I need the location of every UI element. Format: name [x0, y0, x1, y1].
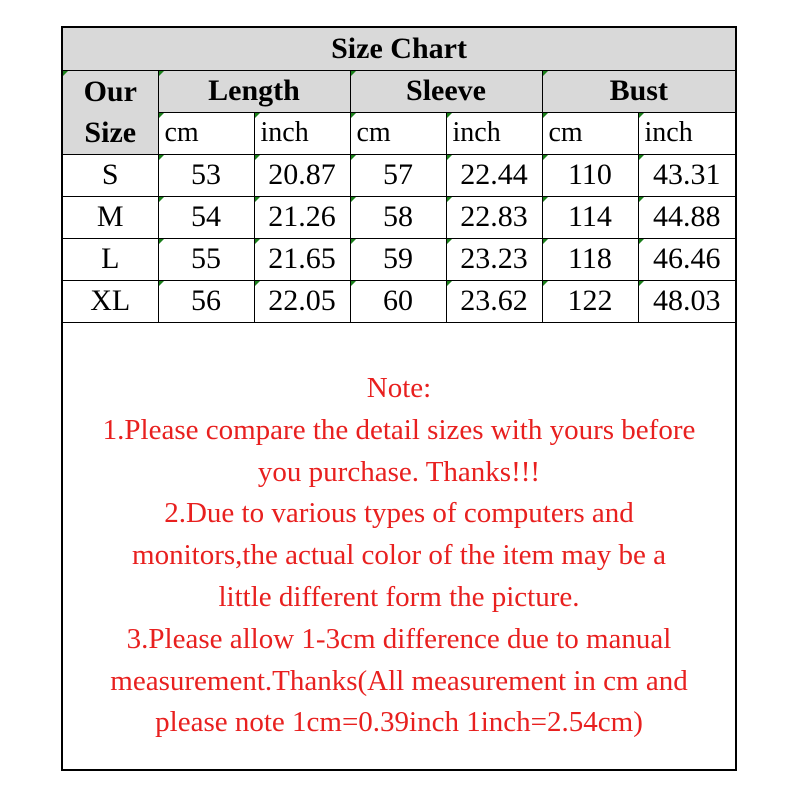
- bust-cm-cell: 118: [542, 238, 638, 280]
- sleeve-inch-cell: 22.44: [446, 154, 542, 196]
- our-size-header: [63, 70, 158, 154]
- bust-header: Bust: [542, 70, 735, 112]
- size-chart-table: [63, 28, 735, 323]
- table-row: [63, 280, 735, 322]
- note-line: 1.Please compare the detail sizes with yours before: [102, 413, 696, 446]
- note-heading: Note:: [366, 372, 432, 404]
- length-inch-cell: 21.65: [254, 238, 350, 280]
- length-cm-cell: 55: [158, 238, 254, 280]
- sleeve-inch-cell: 23.23: [446, 238, 542, 280]
- unit-cm: cm: [542, 112, 638, 154]
- note-line: you purchase. Thanks!!!: [257, 455, 541, 488]
- length-inch-cell: 22.05: [254, 280, 350, 322]
- length-header: Length: [158, 70, 350, 112]
- unit-inch: inch: [638, 112, 735, 154]
- unit-cm: cm: [350, 112, 446, 154]
- size-cell: L: [63, 238, 158, 280]
- table-row: [63, 154, 735, 196]
- length-inch-cell: 21.26: [254, 196, 350, 238]
- unit-inch: inch: [446, 112, 542, 154]
- bust-cm-cell: 110: [542, 154, 638, 196]
- sleeve-inch-cell: 22.83: [446, 196, 542, 238]
- sleeve-cm-cell: 60: [350, 280, 446, 322]
- note-line: please note 1cm=0.39inch 1inch=2.54cm): [155, 706, 643, 739]
- bust-cm-cell: 114: [542, 196, 638, 238]
- size-cell: S: [63, 154, 158, 196]
- table-row: [63, 196, 735, 238]
- size-label: Size: [84, 116, 137, 149]
- table-row: [63, 238, 735, 280]
- sleeve-cm-cell: 59: [350, 238, 446, 280]
- length-cm-cell: 56: [158, 280, 254, 322]
- unit-inch: inch: [254, 112, 350, 154]
- our-label: Our: [83, 75, 137, 108]
- bust-cm-cell: 122: [542, 280, 638, 322]
- note-line: measurement.Thanks(All measurement in cm and: [110, 664, 688, 697]
- note-line: monitors,the actual color of the item may be a: [132, 539, 666, 572]
- bust-inch-cell: 46.46: [638, 238, 735, 280]
- length-inch-cell: 20.87: [254, 154, 350, 196]
- table-title: Size Chart: [63, 28, 735, 70]
- note-line: 2.Due to various types of computers and: [164, 497, 634, 530]
- length-cm-cell: 54: [158, 196, 254, 238]
- bust-inch-cell: 48.03: [638, 280, 735, 322]
- size-cell: XL: [63, 280, 158, 322]
- sleeve-cm-cell: 58: [350, 196, 446, 238]
- size-cell: M: [63, 196, 158, 238]
- note-line: little different form the picture.: [218, 580, 580, 613]
- sleeve-header: Sleeve: [350, 70, 542, 112]
- bust-inch-cell: 43.31: [638, 154, 735, 196]
- sleeve-cm-cell: 57: [350, 154, 446, 196]
- sleeve-inch-cell: 23.62: [446, 280, 542, 322]
- bust-inch-cell: 44.88: [638, 196, 735, 238]
- note-line: 3.Please allow 1-3cm difference due to manual: [126, 622, 672, 655]
- unit-cm: cm: [158, 112, 254, 154]
- size-chart-frame: [61, 26, 737, 771]
- length-cm-cell: 53: [158, 154, 254, 196]
- notes-block: [63, 368, 735, 744]
